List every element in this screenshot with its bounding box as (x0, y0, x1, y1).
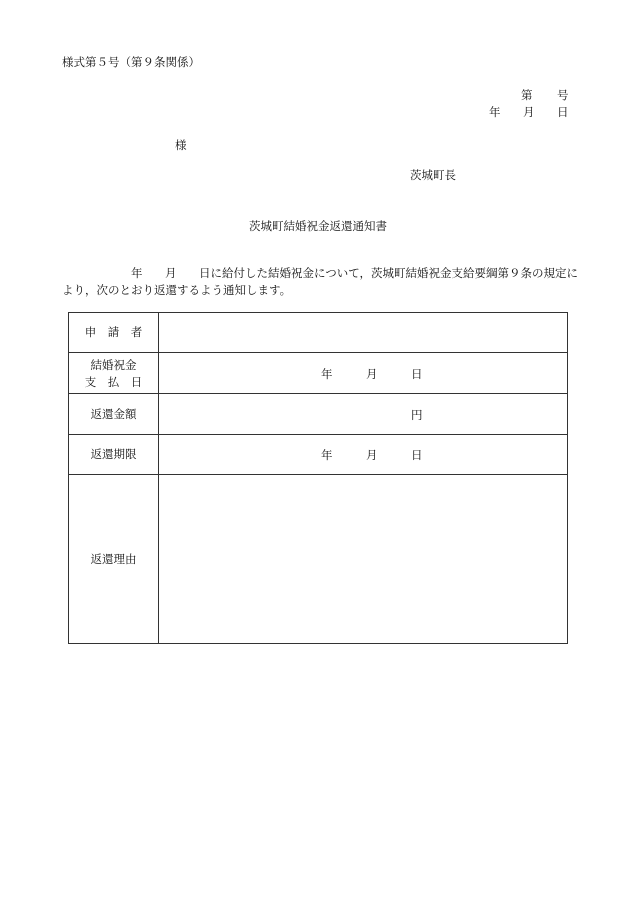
doc-number-go: 号 (557, 88, 569, 102)
document-title: 茨城町結婚祝金返還通知書 (249, 219, 387, 233)
return-notice-table (68, 312, 568, 644)
payment-date-day: 日 (411, 367, 423, 381)
row-payment-date (69, 353, 567, 394)
row-deadline (69, 435, 567, 475)
deadline-day: 日 (411, 448, 423, 462)
amount-label: 返還金額 (90, 407, 137, 421)
body-line1: 日に給付した結婚祝金について，茨城町結婚祝金支給要綱第９条の規定に (199, 266, 579, 280)
date-day: 日 (557, 105, 569, 119)
applicant-label: 申 請 者 (84, 325, 143, 339)
date-month: 月 (523, 105, 535, 119)
reason-label: 返還理由 (90, 552, 137, 566)
payment-date-label-1: 結婚祝金 (90, 358, 137, 372)
body-month: 月 (165, 266, 177, 280)
row-reason (69, 475, 567, 643)
payment-date-year: 年 (321, 367, 333, 381)
payment-date-month: 月 (366, 367, 378, 381)
body-year: 年 (131, 266, 143, 280)
payment-date-label-2: 支 払 日 (84, 375, 143, 389)
addressee-suffix: 様 (175, 138, 187, 152)
doc-number-dai: 第 (521, 88, 533, 102)
form-number: 様式第５号（第９条関係） (62, 55, 200, 69)
body-line2: より，次のとおり返還するよう通知します。 (62, 283, 292, 297)
deadline-month: 月 (366, 448, 378, 462)
deadline-year: 年 (321, 448, 333, 462)
deadline-label: 返還期限 (90, 447, 137, 461)
row-applicant (69, 313, 567, 353)
amount-unit: 円 (411, 408, 423, 422)
issuer-name: 茨城町長 (410, 168, 456, 182)
date-year: 年 (489, 105, 501, 119)
row-amount (69, 394, 567, 435)
